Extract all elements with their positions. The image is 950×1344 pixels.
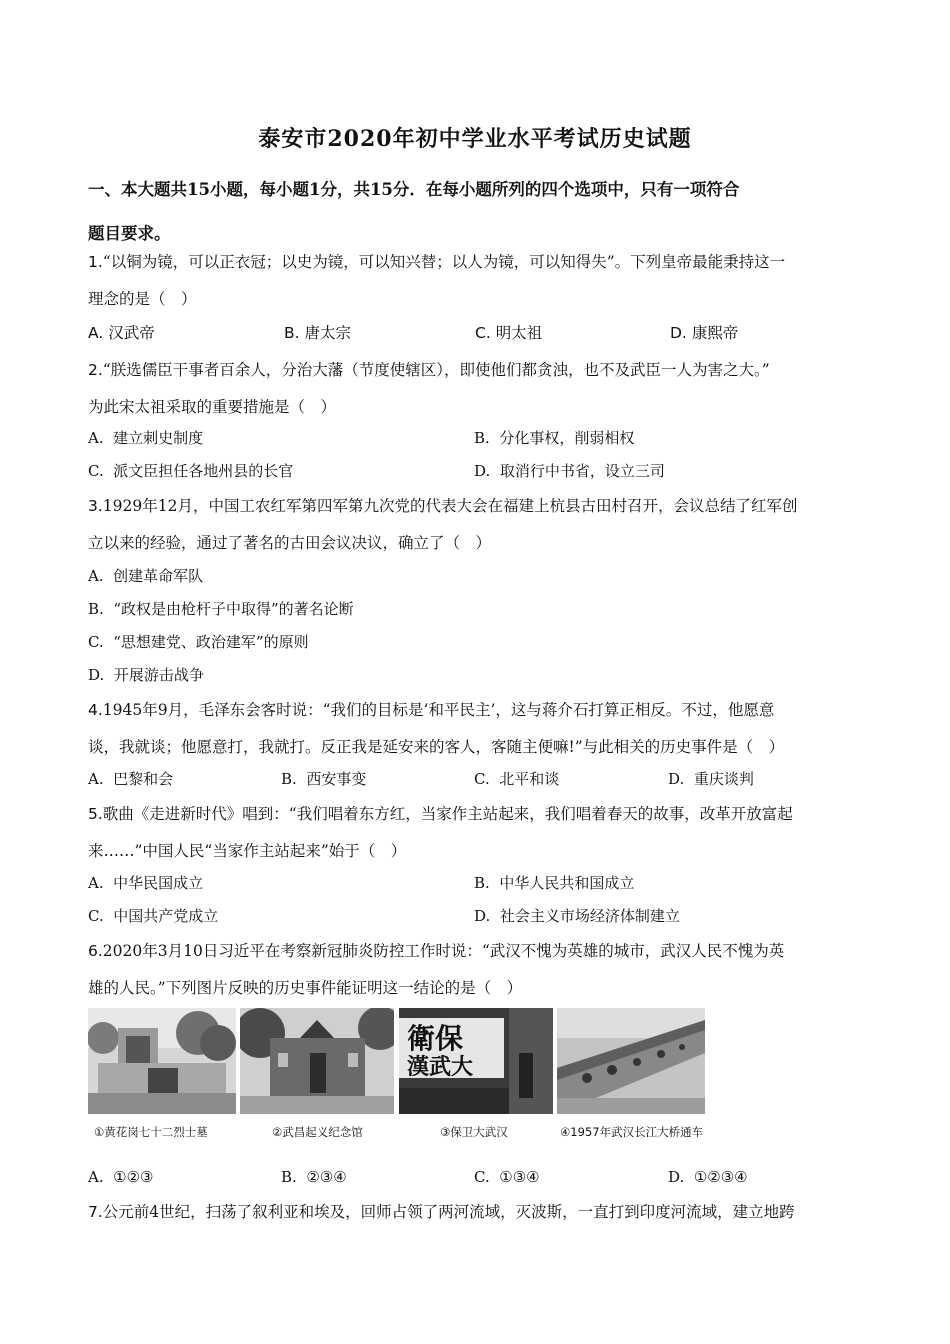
option-a[interactable]: A. 中华民国成立: [88, 874, 204, 892]
photo-yangtze-bridge: [557, 1008, 705, 1114]
question-text: 为此宋太祖采取的重要措施是（ ）: [88, 398, 337, 416]
question-text: “朕选儒臣干事者百余人，分治大藩（节度使辖区），即使他们都贪浊，也不及武臣一人为害之大。”: [102, 361, 770, 379]
question-text: 理念的是（ ）: [88, 290, 197, 308]
options-row: [88, 905, 868, 935]
question-text: “以铜为镜，可以正衣冠；以史为镜，可以知兴替；以人为镜，可以知得失”。下列皇帝最能秉持这一: [102, 253, 786, 271]
option-c[interactable]: C. 中国共产党成立: [88, 907, 219, 925]
section-instruction: [88, 172, 868, 252]
page-title: 泰安市2020年初中学业水平考试历史试题: [258, 126, 692, 152]
option-d[interactable]: D. 开展游击战争: [88, 666, 204, 684]
question-1: [88, 244, 863, 318]
question-6: [88, 933, 863, 1007]
option-c[interactable]: C. “思想建党、政治建军”的原则: [88, 633, 309, 651]
photo-caption: ③保卫大武汉: [440, 1125, 508, 1139]
option-b[interactable]: B. ②③④: [281, 1168, 347, 1186]
photo-defend-wuhan: [399, 1008, 553, 1114]
option-a[interactable]: A. 创建革命军队: [88, 567, 204, 585]
option-c[interactable]: C. ①③④: [474, 1168, 540, 1186]
question-text: 歌曲《走进新时代》唱到：“我们唱着东方红，当家作主站起来，我们唱着春天的故事，改革开放富起: [102, 805, 793, 823]
question-4: [88, 692, 863, 766]
section-line-2: 题目要求。: [88, 224, 171, 243]
question-number: 4.: [88, 701, 103, 719]
option-b[interactable]: B. 中华人民共和国成立: [474, 874, 635, 892]
option-d[interactable]: D. 取消行中书省，设立三司: [474, 462, 665, 480]
question-number: 5.: [88, 805, 103, 823]
photo-caption: ①黄花岗七十二烈士墓: [94, 1125, 208, 1139]
question-number: 2.: [88, 361, 103, 379]
option-b[interactable]: B. “政权是由枪杆子中取得”的著名论断: [88, 600, 354, 618]
options-row: [88, 427, 868, 457]
question-number: 3.: [88, 497, 103, 515]
question-text: 公元前4世纪，扫荡了叙利亚和埃及，回师占领了两河流域，灭波斯，一直打到印度河流域，建立地跨: [102, 1203, 795, 1221]
options-row: [88, 460, 868, 490]
option-c[interactable]: C. 北平和谈: [474, 770, 560, 788]
option-a[interactable]: A. ①②③: [88, 1168, 154, 1186]
poster-text-line1: 衛保: [407, 1022, 464, 1055]
question-3: [88, 488, 863, 562]
option-c[interactable]: C. 明太祖: [475, 324, 543, 342]
question-text: 雄的人民。”下列图片反映的历史事件能证明这一结论的是（ ）: [88, 979, 523, 997]
question-text: 谈，我就谈；他愿意打，我就打。反正我是延安来的客人，客随主便嘛!”与此相关的历史事件是（ ）: [88, 738, 785, 756]
option-a[interactable]: A. 建立刺史制度: [88, 429, 204, 447]
option-a[interactable]: A. 巴黎和会: [88, 770, 174, 788]
options-row: [88, 768, 868, 798]
option-d[interactable]: D. 重庆谈判: [668, 770, 754, 788]
question-text: 1929年12月，中国工农红军第四军第九次党的代表大会在福建上杭县古田村召开，会议总结了红军创: [102, 497, 798, 515]
question-text: 来……”中国人民“当家作主站起来”始于（ ）: [88, 842, 407, 860]
question-number: 7.: [88, 1203, 103, 1221]
question-2: [88, 352, 863, 426]
option-a[interactable]: A. 汉武帝: [88, 324, 155, 342]
question-5: [88, 796, 863, 870]
question-number: 6.: [88, 942, 103, 960]
option-b[interactable]: B. 唐太宗: [284, 324, 352, 342]
photo-strip: [88, 1008, 718, 1148]
section-line-1: 一、本大题共15小题，每小题1分，共15分．在每小题所列的四个选项中，只有一项符合: [88, 180, 740, 199]
option-c[interactable]: C. 派文臣担任各地州县的长官: [88, 462, 294, 480]
photo-caption: ④1957年武汉长江大桥通车: [560, 1125, 704, 1139]
question-number: 1.: [88, 253, 103, 271]
poster-text-line2: 漢武大: [407, 1054, 474, 1080]
photo-caption: ②武昌起义纪念馆: [272, 1125, 363, 1139]
option-d[interactable]: D. 社会主义市场经济体制建立: [474, 907, 680, 925]
option-d[interactable]: D. 康熙帝: [670, 324, 739, 342]
question-7: [88, 1194, 863, 1231]
photo-huanghuagang-tomb: [88, 1008, 236, 1114]
options-row: [88, 321, 868, 351]
option-b[interactable]: B. 分化事权，削弱相权: [474, 429, 635, 447]
photo-wuchang-memorial: [240, 1008, 394, 1114]
question-text: 2020年3月10日习近平在考察新冠肺炎防控工作时说：“武汉不愧为英雄的城市，武汉人民不愧为英: [102, 942, 785, 960]
options-row: [88, 872, 868, 902]
option-d[interactable]: D. ①②③④: [668, 1168, 748, 1186]
option-b[interactable]: B. 西安事变: [281, 770, 367, 788]
question-text: 立以来的经验，通过了著名的古田会议决议，确立了（ ）: [88, 534, 492, 552]
question-text: 1945年9月，毛泽东会客时说：“我们的目标是‘和平民主’，这与蒋介石打算正相反。不过，他愿意: [102, 701, 775, 719]
